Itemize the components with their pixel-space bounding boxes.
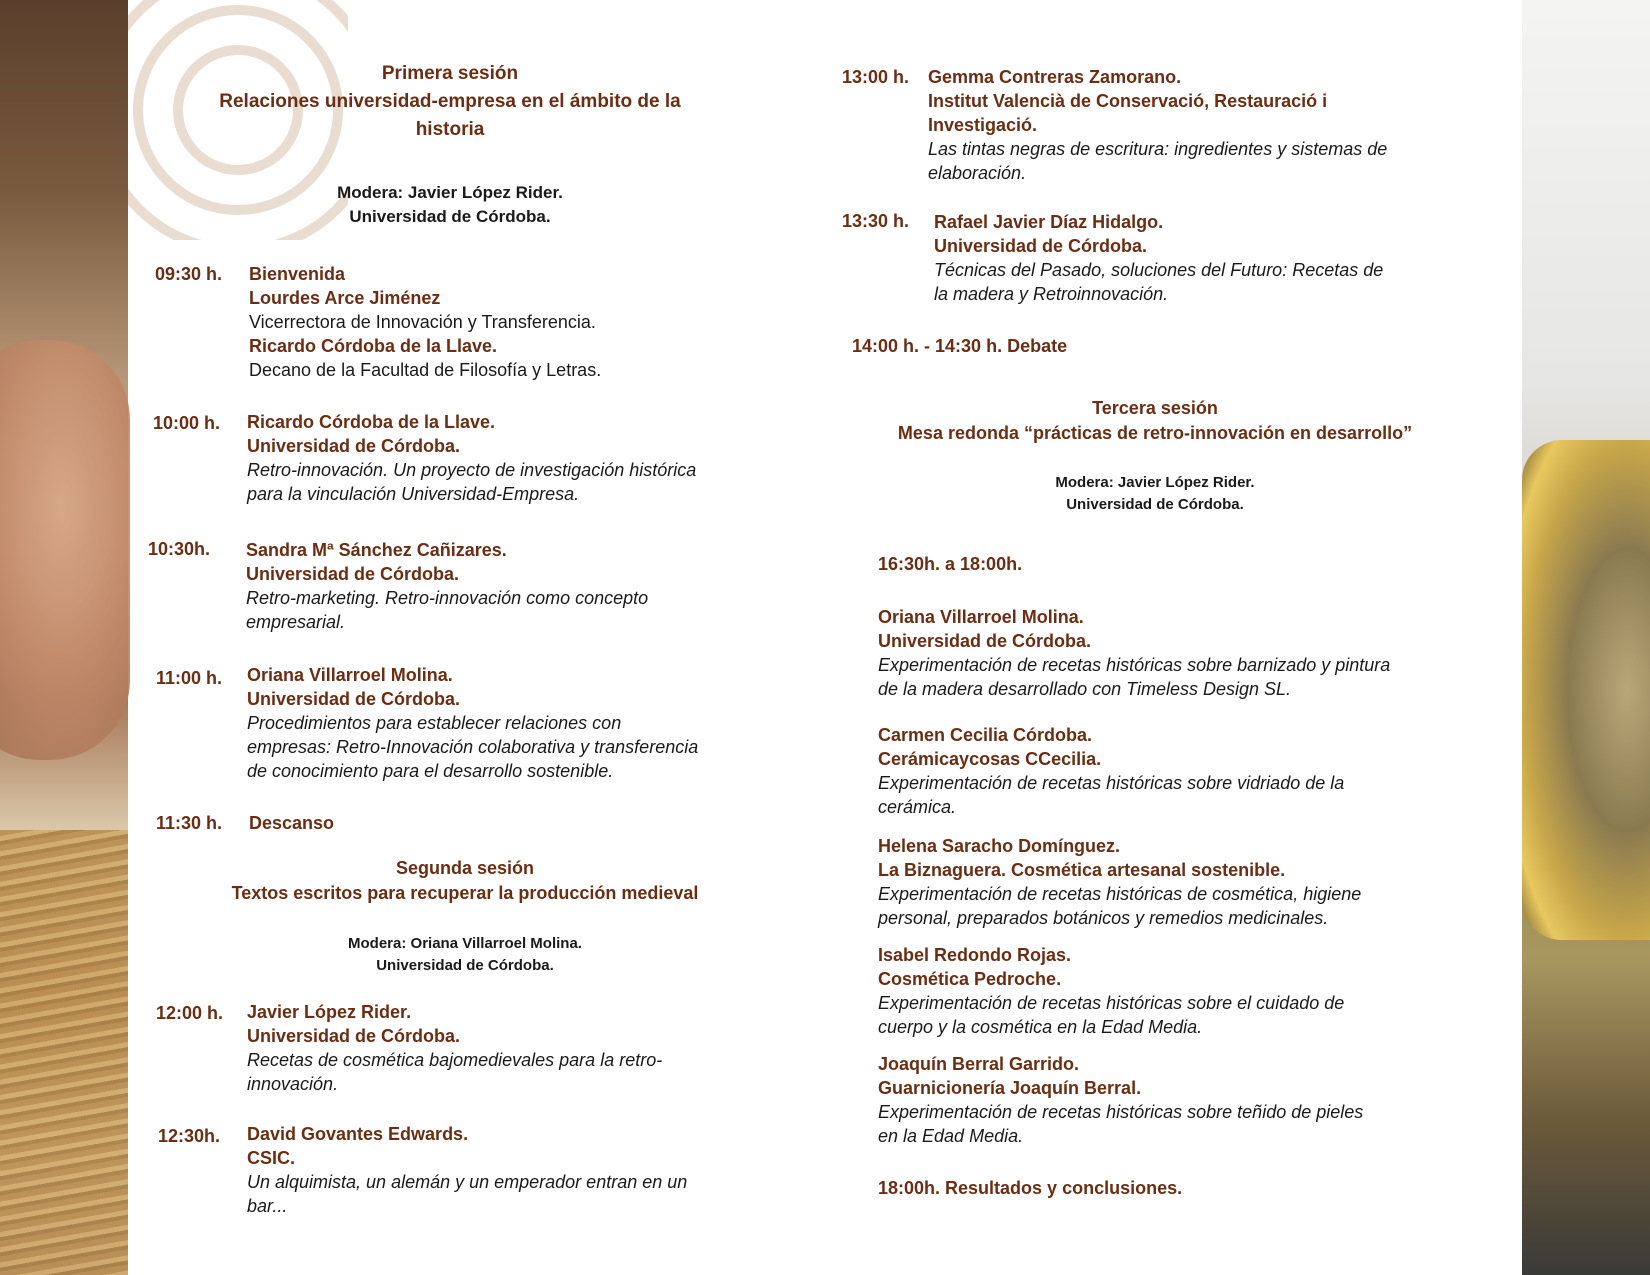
session3-moderator: [830, 472, 1480, 516]
session3-heading: [830, 396, 1480, 446]
talk-title: Procedimientos para establecer relaciones con: [247, 713, 622, 733]
talk-title: Retro-marketing. Retro-innovación como concepto: [246, 588, 649, 608]
session3-title: Tercera sesión: [1092, 398, 1218, 418]
moderator-name: Modera: Javier López Rider.: [1055, 474, 1255, 491]
right-background-photo: [1522, 0, 1650, 1275]
speaker-name: David Govantes Edwards.: [247, 1124, 469, 1144]
talk-title-2: empresas: Retro-Innovación colaborativa y transferencia: [247, 737, 699, 757]
talk-title-2: personal, preparados botánicos y remedios medicinales.: [878, 908, 1329, 928]
speaker-name: Helena Saracho Domínguez.: [878, 836, 1121, 856]
moderator-org: Universidad de Córdoba.: [1066, 496, 1244, 513]
speaker-name: Oriana Villarroel Molina.: [878, 607, 1084, 627]
speaker-org: Universidad de Córdoba.: [247, 1026, 461, 1046]
entry-1330: [934, 210, 1494, 306]
time-1130: 11:30 h.: [156, 813, 223, 833]
talk-title-2: empresarial.: [246, 612, 346, 632]
entry-1200: [247, 1000, 787, 1096]
session1-moderator: [150, 181, 750, 229]
moderator-name: Modera: Javier López Rider.: [337, 183, 563, 202]
session2-subtitle: Textos escritos para recuperar la producción medieval: [231, 883, 699, 903]
speaker-name: Oriana Villarroel Molina.: [247, 665, 453, 685]
speaker-name: Joaquín Berral Garrido.: [878, 1054, 1080, 1074]
time-1300: 13:00 h.: [842, 67, 910, 87]
speaker-org: La Biznaguera. Cosmética artesanal sostenible.: [878, 860, 1286, 880]
talk-title: Experimentación de recetas históricas sobre barnizado y pintura: [878, 655, 1391, 675]
panel-time-range: 16:30h. a 18:00h.: [878, 554, 1023, 574]
talk-title: Un alquimista, un alemán y un emperador entran en un: [247, 1172, 688, 1192]
panel-entry: [878, 834, 1498, 930]
talk-title-2: bar...: [247, 1196, 288, 1216]
speaker-name: Ricardo Córdoba de la Llave.: [249, 336, 498, 356]
panel-entry: [878, 1052, 1498, 1148]
speaker-org: Universidad de Córdoba.: [247, 436, 461, 456]
panel-entry: [878, 723, 1498, 819]
session1-subtitle-2: historia: [415, 119, 485, 140]
session2-title: Segunda sesión: [395, 858, 535, 878]
entry-1100: [247, 663, 787, 783]
speaker-org: Cosmética Pedroche.: [878, 969, 1062, 989]
speaker-name: Carmen Cecilia Córdoba.: [878, 725, 1093, 745]
time-1230: 12:30h.: [158, 1126, 221, 1146]
speaker-org: Cerámicaycosas CCecilia.: [878, 749, 1102, 769]
entry-1030: [246, 538, 786, 634]
session1-subtitle: Relaciones universidad-empresa en el ámbito de la: [219, 91, 681, 112]
speaker-org-2: Investigació.: [928, 115, 1038, 135]
speaker-org: Universidad de Córdoba.: [247, 689, 461, 709]
panel-entry: [878, 605, 1498, 701]
speaker-name: Ricardo Córdoba de la Llave.: [247, 412, 496, 432]
speaker-org: Universidad de Córdoba.: [878, 631, 1092, 651]
moderator-name: Modera: Oriana Villarroel Molina.: [348, 935, 582, 952]
left-background-photo: [0, 0, 128, 1275]
talk-title: Recetas de cosmética bajomedievales para la retro-: [247, 1050, 663, 1070]
talk-title-2: la madera y Retroinnovación.: [934, 284, 1169, 304]
talk-title: Retro-innovación. Un proyecto de investigación histórica: [247, 460, 697, 480]
time-0930: 09:30 h.: [155, 264, 223, 284]
closing-line: 18:00h. Resultados y conclusiones.: [878, 1178, 1183, 1198]
bowl-image: [1522, 440, 1650, 940]
talk-title: Experimentación de recetas históricas de cosmética, higiene: [878, 884, 1362, 904]
speaker-role: Decano de la Facultad de Filosofía y Letras.: [249, 360, 602, 380]
break-label: Descanso: [249, 813, 335, 833]
entry-0930: [249, 262, 769, 382]
entry-1230: [247, 1122, 787, 1218]
entry-1000: [247, 410, 787, 506]
session2-moderator: [150, 933, 780, 977]
speaker-org: Universidad de Córdoba.: [246, 564, 460, 584]
debate-line: 14:00 h. - 14:30 h. Debate: [852, 336, 1068, 356]
speaker-name: Lourdes Arce Jiménez: [249, 288, 441, 308]
talk-title-2: para la vinculación Universidad-Empresa.: [247, 484, 580, 504]
session3-subtitle: Mesa redonda “prácticas de retro-innovación en desarrollo”: [897, 423, 1413, 443]
time-1100: 11:00 h.: [156, 668, 223, 688]
speaker-name: Javier López Rider.: [247, 1002, 412, 1022]
session1-heading: [150, 60, 750, 144]
talk-title-2: innovación.: [247, 1074, 339, 1094]
speaker-role: Vicerrectora de Innovación y Transferencia.: [249, 312, 596, 332]
speaker-org: Guarnicionería Joaquín Berral.: [878, 1078, 1142, 1098]
speaker-name: Gemma Contreras Zamorano.: [928, 67, 1182, 87]
hand-image: [0, 340, 130, 760]
talk-title: Experimentación de recetas históricas sobre teñido de pieles: [878, 1102, 1364, 1122]
time-1200: 12:00 h.: [156, 1003, 224, 1023]
time-1000: 10:00 h.: [153, 413, 221, 433]
speaker-name: Isabel Redondo Rojas.: [878, 945, 1072, 965]
talk-title-2: de la madera desarrollado con Timeless Design SL.: [878, 679, 1292, 699]
talk-title: Técnicas del Pasado, soluciones del Futuro: Recetas de: [934, 260, 1384, 280]
entry-1300: [928, 65, 1488, 185]
talk-title: Experimentación de recetas históricas sobre el cuidado de: [878, 993, 1345, 1013]
entry-label: Bienvenida: [249, 264, 346, 284]
talk-title: Experimentación de recetas históricas sobre vidriado de la: [878, 773, 1345, 793]
talk-title: Las tintas negras de escritura: ingredientes y sistemas de: [928, 139, 1388, 159]
talk-title-2: cuerpo y la cosmética en la Edad Media.: [878, 1017, 1203, 1037]
speaker-org: Institut Valencià de Conservació, Restauració i: [928, 91, 1328, 111]
talk-title-2: elaboración.: [928, 163, 1027, 183]
time-1330: 13:30 h.: [842, 211, 910, 231]
speaker-name: Sandra Mª Sánchez Cañizares.: [246, 540, 507, 560]
time-1030: 10:30h.: [148, 539, 211, 559]
talk-title-3: de conocimiento para el desarrollo sostenible.: [247, 761, 614, 781]
wood-image: [0, 830, 128, 1275]
speaker-org: CSIC.: [247, 1148, 296, 1168]
speaker-name: Rafael Javier Díaz Hidalgo.: [934, 212, 1164, 232]
moderator-org: Universidad de Córdoba.: [349, 207, 551, 226]
panel-entry: [878, 943, 1498, 1039]
session1-title: Primera sesión: [381, 63, 519, 84]
speaker-org: Universidad de Córdoba.: [934, 236, 1148, 256]
moderator-org: Universidad de Córdoba.: [376, 957, 554, 974]
talk-title-2: cerámica.: [878, 797, 957, 817]
talk-title-2: en la Edad Media.: [878, 1126, 1024, 1146]
session2-heading: [150, 856, 780, 906]
